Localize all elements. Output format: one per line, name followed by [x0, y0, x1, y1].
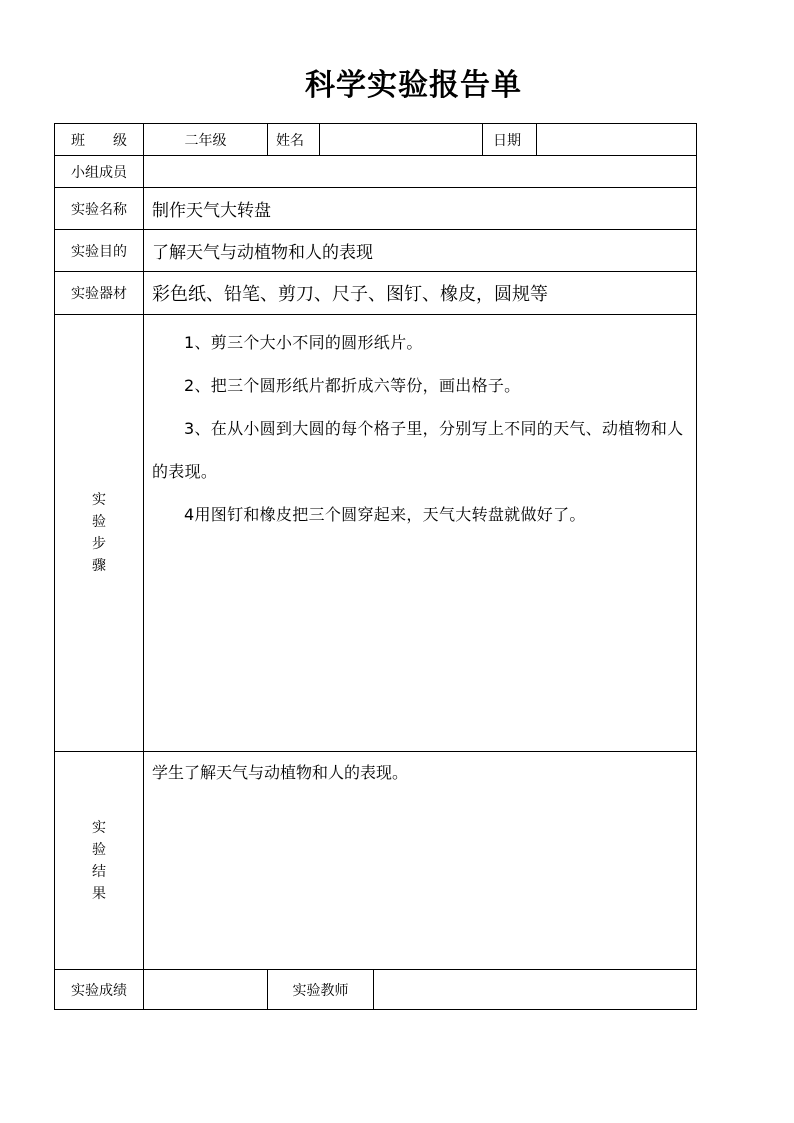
- members-label: 小组成员: [55, 156, 144, 188]
- steps-label-char: 实: [92, 492, 106, 508]
- experiment-name-value[interactable]: 制作天气大转盘: [144, 188, 697, 230]
- steps-label-char: 骤: [92, 558, 106, 574]
- steps-row: [55, 315, 697, 752]
- teacher-label: 实验教师: [268, 970, 374, 1010]
- teacher-field[interactable]: [374, 970, 697, 1010]
- score-field[interactable]: [144, 970, 268, 1010]
- experiment-name-row: [55, 188, 697, 230]
- class-value[interactable]: 二年级: [144, 124, 268, 156]
- score-label: 实验成绩: [55, 970, 144, 1010]
- info-row: [55, 124, 697, 156]
- result-value[interactable]: 学生了解天气与动植物和人的表现。: [144, 752, 697, 970]
- result-label-char: 验: [92, 841, 106, 858]
- result-row: [55, 752, 697, 970]
- result-label-char: 果: [92, 885, 106, 902]
- materials-row: [55, 272, 697, 315]
- date-label: 日期: [483, 124, 537, 156]
- materials-value[interactable]: 彩色纸、铅笔、剪刀、尺子、图钉、橡皮，圆规等: [144, 272, 697, 315]
- purpose-value[interactable]: 了解天气与动植物和人的表现: [144, 230, 697, 272]
- page-title: 科学实验报告单: [305, 68, 522, 103]
- steps-label-char: 步: [92, 536, 106, 552]
- date-field[interactable]: [537, 124, 697, 156]
- step-item: 1、剪三个大小不同的圆形纸片。: [184, 333, 423, 352]
- purpose-label: 实验目的: [55, 230, 144, 272]
- report-table: [54, 123, 697, 1010]
- result-label-char: 结: [92, 863, 106, 880]
- footer-row: [55, 970, 697, 1010]
- steps-label: [55, 315, 144, 752]
- experiment-name-label: 实验名称: [55, 188, 144, 230]
- steps-content[interactable]: [144, 315, 697, 752]
- class-label: 班 级: [55, 124, 144, 156]
- result-label: [55, 752, 144, 970]
- name-field[interactable]: [320, 124, 483, 156]
- purpose-row: [55, 230, 697, 272]
- members-row: [55, 156, 697, 188]
- step-item: 4用图钉和橡皮把三个圆穿起来，天气大转盘就做好了。: [184, 505, 586, 524]
- result-label-char: 实: [92, 819, 106, 836]
- step-item: 2、把三个圆形纸片都折成六等份，画出格子。: [184, 376, 521, 395]
- step-item: 3、在从小圆到大圆的每个格子里，分别写上不同的天气、动植物和人的表现。: [152, 419, 684, 481]
- members-field[interactable]: [144, 156, 697, 188]
- steps-label-char: 验: [92, 514, 106, 530]
- materials-label: 实验器材: [55, 272, 144, 315]
- name-label: 姓名: [268, 124, 320, 156]
